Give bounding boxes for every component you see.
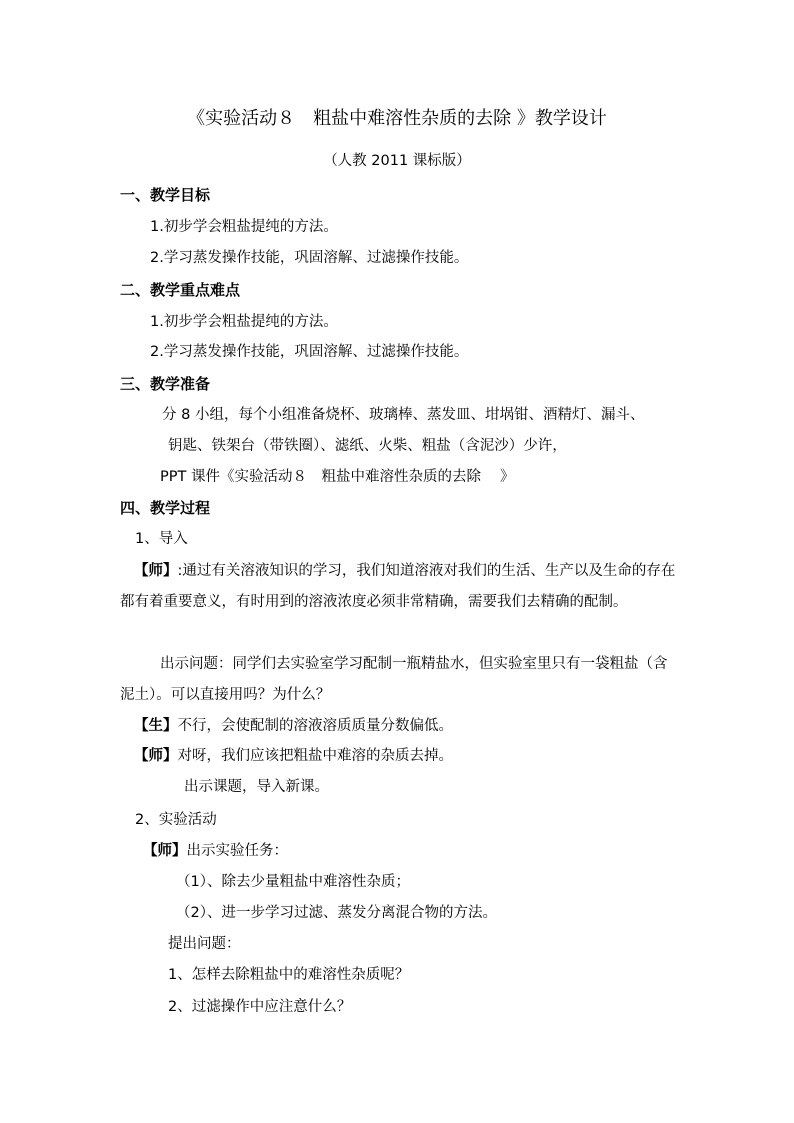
- section-heading-goals: 一、教学目标: [120, 186, 211, 204]
- intro-line: 出示课题，导入新课。: [184, 779, 329, 795]
- section-heading-keypoints: 二、教学重点难点: [120, 281, 241, 299]
- teacher-tag: 【师】: [143, 843, 187, 859]
- teacher-tag: 【师】: [134, 563, 178, 579]
- task-item: （1）、除去少量粗盐中难溶性杂质；: [176, 874, 410, 890]
- question-item: 2、过滤操作中应注意什么？: [168, 999, 352, 1015]
- section-heading-process: 四、教学过程: [120, 499, 211, 517]
- student-text: 不行，会使配制的溶液溶质质量分数偏低。: [177, 718, 453, 734]
- teacher-text: 对呀，我们应该把粗盐中难溶的杂质去掉。: [177, 748, 453, 764]
- student-tag: 【生】: [134, 718, 178, 734]
- teacher-text: :通过有关溶液知识的学习，我们知道溶液对我们的生活、生产以及生命的存在都有着重要意义，有时用到的溶液浓度必须非常精确，需要我们去精确的配制。: [120, 563, 676, 610]
- keypoint-item: 2.学习蒸发操作技能，巩固溶解、过滤操作技能。: [150, 344, 469, 360]
- task-item: （2）、进一步学习过滤、蒸发分离混合物的方法。: [176, 905, 497, 921]
- teacher-paragraph: [120, 556, 680, 618]
- goal-item: 2.学习蒸发操作技能，巩固溶解、过滤操作技能。: [150, 250, 469, 266]
- question-item: 1、怎样去除粗盐中的难溶性杂质呢？: [168, 967, 410, 983]
- teacher-tag: 【师】: [134, 748, 178, 764]
- document-subtitle: （人教 2011 课标版）: [323, 153, 471, 169]
- student-line: [134, 716, 453, 736]
- section-heading-prep: 三、教学准备: [120, 375, 211, 393]
- keypoint-item: 1.初步学会粗盐提纯的方法。: [150, 314, 338, 330]
- teacher-line: [143, 841, 288, 861]
- process-part-label: 2、实验活动: [135, 812, 217, 828]
- prep-line: 分 8 小组，每个小组准备烧杯、玻璃棒、蒸发皿、坩埚钳、酒精灯、漏斗、: [162, 407, 645, 423]
- prep-line: PPT 课件《实验活动８ 粗盐中难溶性杂质的去除 》: [160, 469, 515, 485]
- teacher-line: [134, 746, 453, 766]
- teacher-text: 出示实验任务：: [186, 843, 288, 859]
- goal-item: 1.初步学会粗盐提纯的方法。: [150, 219, 338, 235]
- ask-label: 提出问题：: [168, 936, 241, 952]
- process-part-label: 1、导入: [135, 531, 188, 547]
- document-title: 《实验活动８ 粗盐中难溶性杂质的去除 》教学设计: [187, 108, 607, 129]
- prep-line: 钥匙、铁架台（带铁圈）、滤纸、火柴、粗盐（含泥沙）少许，: [168, 438, 567, 454]
- question-paragraph: 出示问题：同学们去实验室学习配制一瓶精盐水，但实验室里只有一袋粗盐（含泥土）。可以直接用吗？为什么？: [120, 656, 668, 703]
